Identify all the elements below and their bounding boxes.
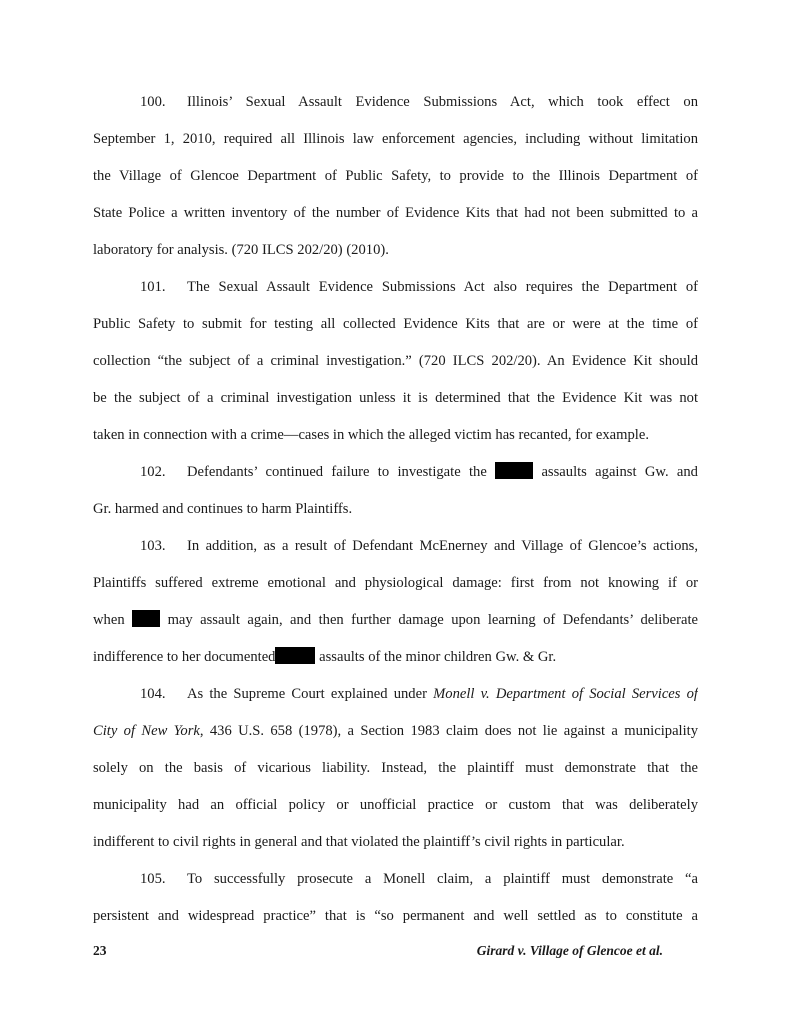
paragraph-line: 101. The Sexual Assault Evidence Submissions Act also requires the Department of (93, 272, 698, 309)
paragraph-100 (93, 87, 698, 272)
paragraph-line: 100. Illinois’ Sexual Assault Evidence Submissions Act, which took effect on (93, 87, 698, 124)
paragraph-line: indifference to her documented assaults of the minor children Gw. & Gr. (93, 649, 557, 665)
redaction-block (132, 610, 160, 627)
paragraph-line: September 1, 2010, required all Illinois law enforcement agencies, including without limitation (93, 131, 698, 147)
paragraph-number: 101. (140, 279, 166, 295)
redaction-block (275, 647, 315, 664)
case-citation: City of New York (93, 723, 200, 739)
redaction-block (495, 462, 533, 479)
paragraph-number: 105. (140, 871, 166, 887)
paragraph-105 (93, 864, 698, 938)
paragraph-line: when may assault again, and then further damage upon learning of Defendants’ deliberate (93, 612, 698, 628)
paragraph-line: 105. To successfully prosecute a Monell claim, a plaintiff must demonstrate “a (93, 864, 698, 901)
paragraph-line: State Police a written inventory of the number of Evidence Kits that had not been submitted to a (93, 205, 698, 221)
paragraph-line: indifferent to civil rights in general and that violated the plaintiff’s civil rights in particular. (93, 834, 625, 850)
paragraph-104 (93, 679, 698, 864)
paragraph-number: 102. (140, 464, 166, 480)
paragraph-line: 104. As the Supreme Court explained under Monell v. Department of Social Services of (93, 679, 698, 716)
paragraph-line: 102. Defendants’ continued failure to investigate the assaults against Gw. and (93, 457, 698, 494)
paragraph-102 (93, 457, 698, 531)
paragraph-line: 103. In addition, as a result of Defendant McEnerney and Village of Glencoe’s actions, (93, 531, 698, 568)
page-footer (93, 943, 663, 959)
paragraph-line: Plaintiffs suffered extreme emotional and physiological damage: first from not knowing if or (93, 575, 698, 591)
paragraph-line: collection “the subject of a criminal investigation.” (720 ILCS 202/20). An Evidence Kit should (93, 353, 698, 369)
paragraph-line: be the subject of a criminal investigation unless it is determined that the Evidence Kit was not (93, 390, 698, 406)
paragraph-line: Gr. harmed and continues to harm Plaintiffs. (93, 501, 353, 517)
paragraph-line: municipality had an official policy or unofficial practice or custom that was deliberately (93, 797, 698, 813)
page-number: 23 (93, 943, 107, 958)
paragraph-line: persistent and widespread practice” that is “so permanent and well settled as to constitute a (93, 908, 698, 924)
paragraph-103 (93, 531, 698, 679)
paragraph-line: City of New York, 436 U.S. 658 (1978), a Section 1983 claim does not lie against a municipality (93, 723, 698, 739)
paragraph-line: Public Safety to submit for testing all collected Evidence Kits that are or were at the time of (93, 316, 698, 332)
paragraph-number: 104. (140, 686, 166, 702)
paragraph-number: 100. (140, 94, 166, 110)
case-caption: Girard v. Village of Glencoe et al. (476, 943, 663, 958)
paragraph-line: laboratory for analysis. (720 ILCS 202/20) (2010). (93, 242, 389, 258)
paragraph-line: the Village of Glencoe Department of Public Safety, to provide to the Illinois Department of (93, 168, 698, 184)
paragraph-101 (93, 272, 698, 457)
paragraph-number: 103. (140, 538, 166, 554)
case-citation: Monell v. Department of Social Services of (433, 686, 698, 702)
paragraph-line: taken in connection with a crime—cases in which the alleged victim has recanted, for example. (93, 427, 649, 443)
paragraph-line: solely on the basis of vicarious liability. Instead, the plaintiff must demonstrate that the (93, 760, 698, 776)
